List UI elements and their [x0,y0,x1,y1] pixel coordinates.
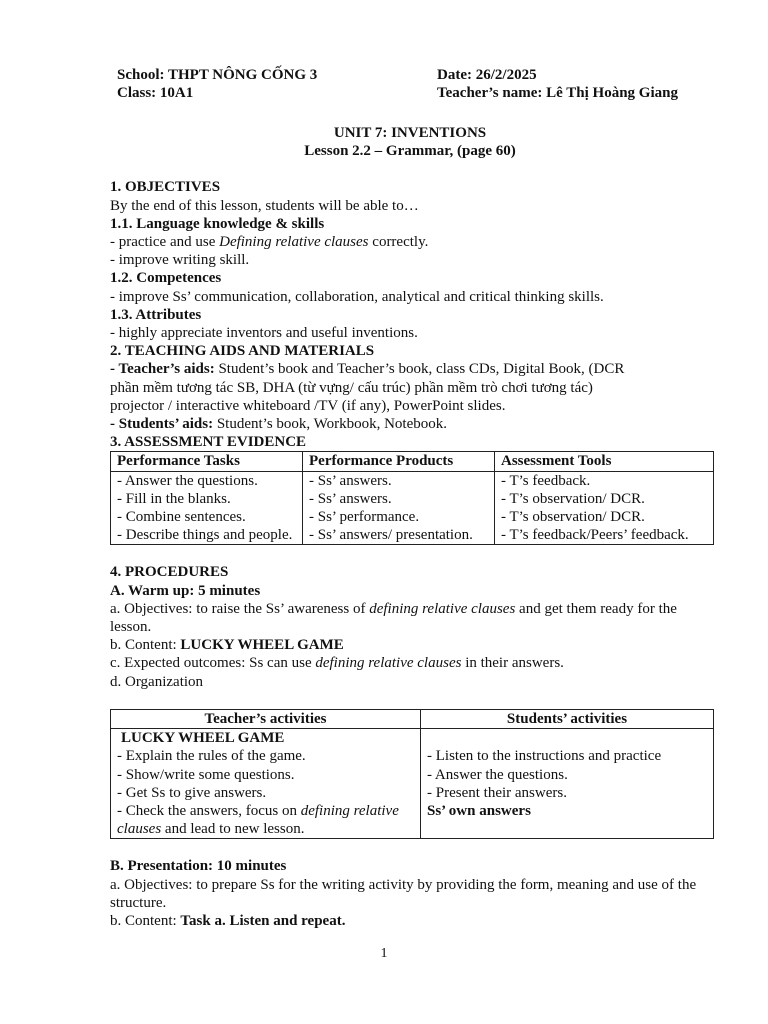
competences-heading: 1.2. Competences [110,270,222,287]
page-number: 1 [380,946,388,961]
language-knowledge-heading: 1.1. Language knowledge & skills [110,215,325,232]
date-teacher-block [437,66,678,102]
table-row [111,729,714,839]
objective-item: - improve writing skill. [110,252,250,269]
warmup-content: b. Content: LUCKY WHEEL GAME [110,637,344,654]
presentation-objectives: a. Objectives: to prepare Ss for the writing activity by providing the form, meaning and use of the structure. [110,876,697,911]
game-title: LUCKY WHEEL GAME [121,730,285,747]
teacher-activities-header: Teacher’s activities [111,709,421,728]
school-name: School: THPT NÔNG CỐNG 3 [117,67,318,83]
teacher-name: Teacher’s name: Lê Thị Hoàng Giang [437,85,678,102]
teacher-aids-cont: projector / interactive whiteboard /TV (if any), PowerPoint slides. [110,397,506,414]
warmup-organization: d. Organization [110,673,204,690]
teacher-activities-cell: LUCKY WHEEL GAME - Explain the rules of the game. - Show/write some questions. - Get Ss to give answers. - Check the answers, focus on defining relative clauses and lead to new lesson. [111,729,421,839]
table-header-cell: Assessment Tools [495,452,714,471]
students-aids: - Students’ aids: Student’s book, Workbook, Notebook. [110,416,448,433]
table-header-cell: Performance Tasks [111,452,303,471]
table-cell-tools: - T’s feedback. - T’s observation/ DCR. - T’s observation/ DCR. - T’s feedback/Peers’ feedback. [495,471,714,545]
students-activities-header: Students’ activities [421,709,714,728]
class-name: Class: 10A1 [117,85,194,102]
objectives-intro: By the end of this lesson, students will be able to… [110,197,419,214]
table-cell-products: - Ss’ answers. - Ss’ answers. - Ss’ performance. - Ss’ answers/ presentation. [303,471,495,545]
warmup-objectives: a. Objectives: to raise the Ss’ awareness of defining relative clauses and get them ready for the lesson. [110,600,677,636]
lesson-title: Lesson 2.2 – Grammar, (page 60) [304,143,516,160]
lesson-header [110,66,710,104]
presentation-content: b. Content: Task a. Listen and repeat. [110,912,346,929]
assessment-heading: 3. ASSESSMENT EVIDENCE [110,434,307,451]
teacher-aids: - Teacher’s aids: Student’s book and Teacher’s book, class CDs, Digital Book, (DCR [110,361,625,378]
unit-title: UNIT 7: INVENTIONS [333,125,487,141]
table-row [111,471,714,545]
procedures-heading: 4. PROCEDURES [110,564,229,581]
table-header-cell: Performance Products [303,452,495,471]
teaching-aids-heading: 2. TEACHING AIDS AND MATERIALS [110,343,375,360]
warmup-outcomes: c. Expected outcomes: Ss can use defining relative clauses in their answers. [110,655,564,672]
lesson-date: Date: 26/2/2025 [437,67,537,83]
teacher-aids-cont: phần mềm tương tác SB, DHA (từ vựng/ cấu trúc) phần mềm trò chơi tương tác) [110,379,593,396]
table-cell-tasks: - Answer the questions. - Fill in the blanks. - Combine sentences. - Describe things and people. [111,471,303,545]
procedures-section [110,563,710,690]
document-page [110,66,710,930]
table-header-row [111,709,714,728]
activities-table [110,709,714,839]
attributes-heading: 1.3. Attributes [110,306,202,323]
competence-item: - improve Ss’ communication, collaboration, analytical and critical thinking skills. [110,288,604,305]
students-activities-cell: - Listen to the instructions and practice - Answer the questions. - Present their answers. Ss’ own answers [421,729,714,839]
attribute-item: - highly appreciate inventors and useful inventions. [110,325,418,342]
assessment-table [110,451,714,545]
school-class-block [117,66,317,102]
teaching-aids-section [110,342,710,433]
table-header-row [111,452,714,471]
objective-item: - practice and use Defining relative clauses correctly. [110,234,429,251]
warmup-heading: A. Warm up: 5 minutes [110,582,261,599]
objectives-heading: 1. OBJECTIVES [110,179,221,196]
assessment-section [110,433,710,545]
presentation-section [110,857,710,930]
presentation-heading: B. Presentation: 10 minutes [110,858,287,875]
objectives-section [110,178,710,342]
